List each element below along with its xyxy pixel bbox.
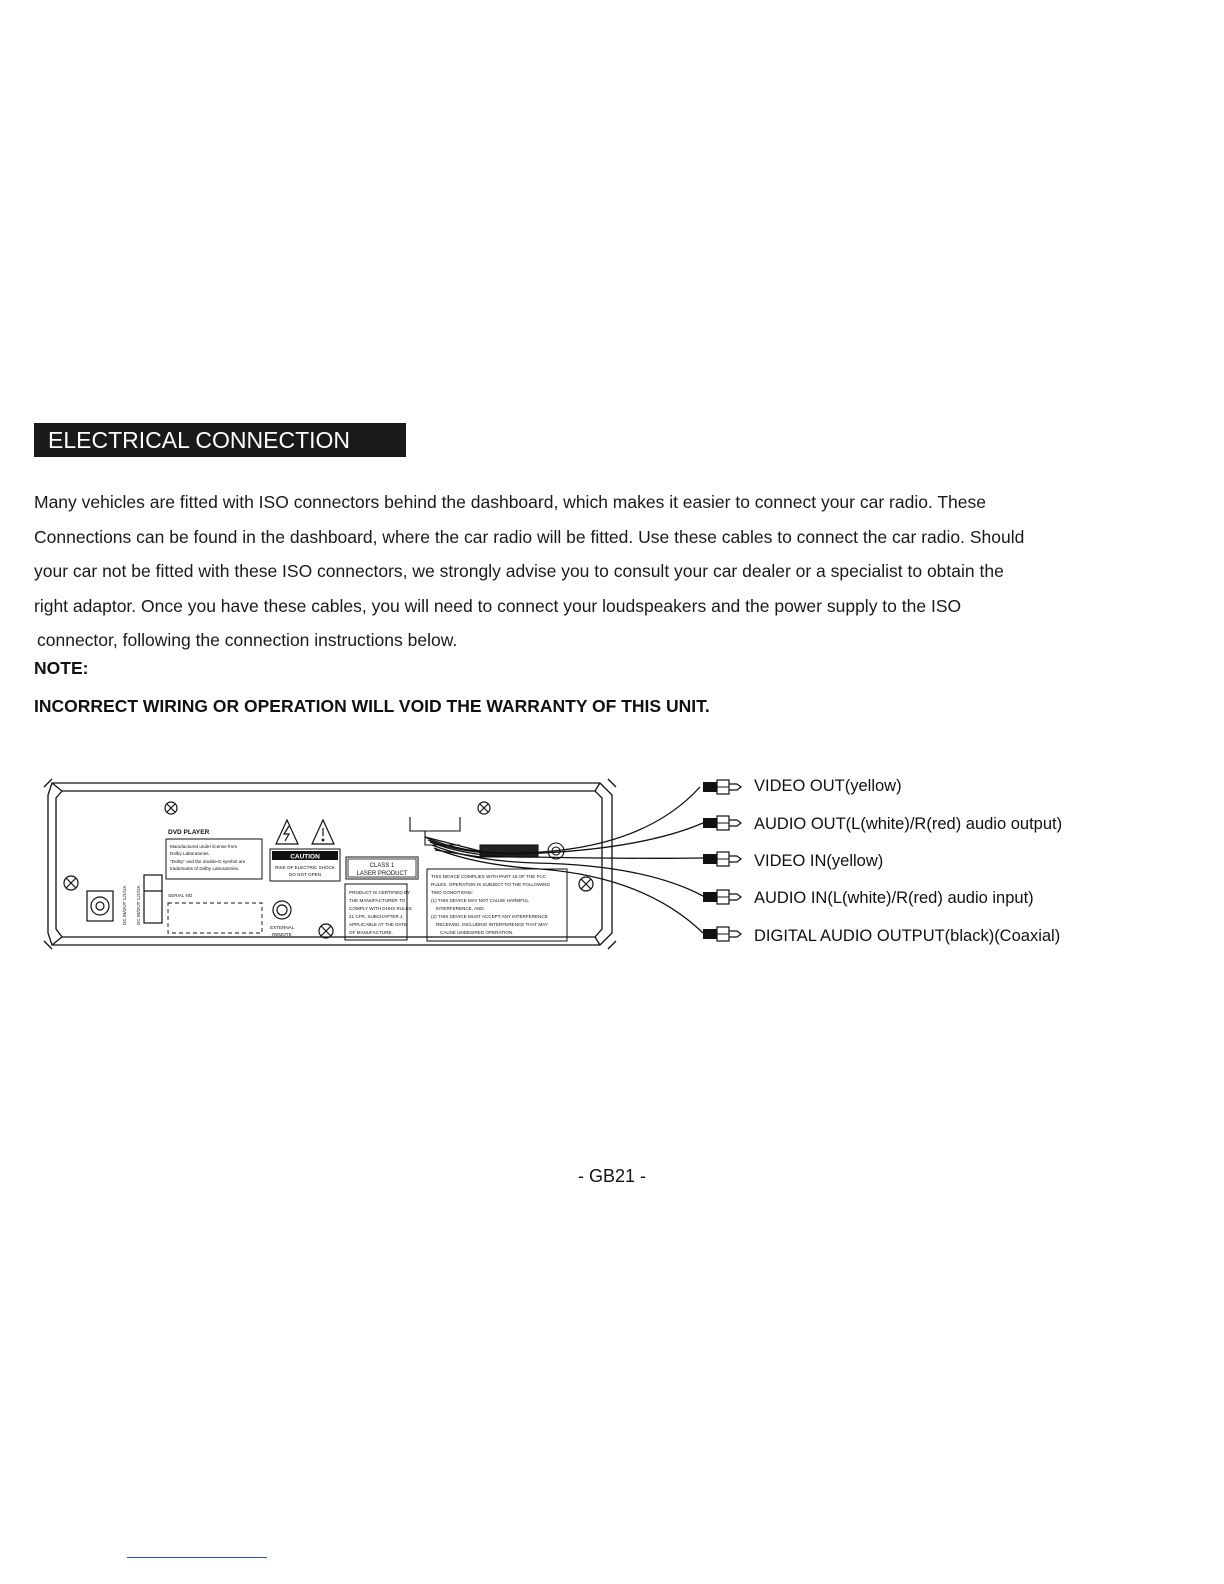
caution-title: CAUTION [290,853,320,861]
connector-label: DIGITAL AUDIO OUTPUT(black)(Coaxial) [754,927,1061,945]
intro-line: connector, following the connection instructions below. [37,630,458,650]
dolby-line: "Dolby" and the double-D symbol are [170,859,246,864]
serial-label: SERIAL NO [168,893,193,898]
page-number: - GB21 - [577,1166,647,1186]
laser-line: CLASS 1 [369,863,395,869]
connector-label: VIDEO OUT(yellow) [754,777,902,795]
caution-line: RISK OF ELECTRIC SHOCK [275,865,335,870]
intro-line: Many vehicles are fitted with ISO connectors behind the dashboard, which makes it easier to connect your car radio. These [34,492,986,512]
dolby-line: Manufactured under license from [170,844,238,849]
fcc-line: TWO CONDITIONS: [431,890,474,895]
connector-list [40,765,1190,965]
intro-line: right adaptor. Once you have these cables, you will need to connect your loudspeakers and the power supply to the ISO [34,595,962,616]
model-label: DVD PLAYER [168,829,210,836]
certified-line: THE MANUFACTURER TO [349,898,406,903]
certified-line: 21 CFR, SUBCHAPTER J, [349,914,404,919]
note-label: NOTE: [34,658,89,678]
dolby-line: trademarks of Dolby Laboratories. [170,866,240,871]
certified-line: OF MANUFACTURE. [349,930,393,935]
remote-label: REMOTE [272,932,292,937]
rca-plug-icon [703,852,741,866]
certified-line: PRODUCT IS CERTIFIED BY [349,890,411,895]
intro-paragraph [34,485,1164,658]
dolby-line: Dolby Laboratories. [170,851,210,856]
fcc-line: RULES. OPERATION IS SUBJECT TO THE FOLLOWING [431,882,551,887]
connector-label: AUDIO OUT(L(white)/R(red) audio output) [754,815,1063,833]
intro-line: Connections can be found in the dashboard, where the car radio will be fitted. Use these cables to connect the car radio. Should [34,526,1025,547]
caution-line: DO NOT OPEN [288,872,322,877]
rca-plug-icon [703,816,741,830]
dc-out-label: DC IN/OUT 12V/2A [136,885,141,925]
rca-plug-icon [703,890,741,904]
connector-label: VIDEO IN(yellow) [754,852,884,870]
remote-label: EXTERNAL [270,925,295,930]
footer-rule [127,1557,267,1558]
dc-in-label: DC IN/OUT 12V/2A [122,885,127,925]
fcc-line: RECEIVED, INCLUDING INTERFERENCE THAT MAY [436,922,548,927]
laser-line: LASER PRODUCT [356,871,408,877]
certified-line: COMPLY WITH DHHS RULES [349,906,412,911]
rca-plug-icon [703,780,741,794]
intro-line: your car not be fitted with these ISO connectors, we strongly advise you to consult your car dealer or a specialist to obtain the [34,561,1004,581]
rca-plug-icon [703,927,741,941]
fcc-line: (1) THIS DEVICE MAY NOT CAUSE HARMFUL [431,898,529,903]
fcc-line: (2) THIS DEVICE MUST ACCEPT ANY INTERFERENCE [431,914,548,919]
connector-label: AUDIO IN(L(white)/R(red) audio input) [754,889,1034,907]
section-heading: ELECTRICAL CONNECTION [34,423,406,457]
fcc-line: THIS DEVICE COMPLIES WITH PART 15 OF THE FCC [431,874,547,879]
connection-diagram [40,765,1190,965]
fcc-line: INTERFERENCE, AND [436,906,484,911]
fcc-line: CAUSE UNDESIRED OPERATION. [440,930,514,935]
certified-line: APPLICABLE AT THE DATE [349,922,408,927]
warranty-warning: INCORRECT WIRING OR OPERATION WILL VOID THE WARRANTY OF THIS UNIT. [34,696,710,716]
